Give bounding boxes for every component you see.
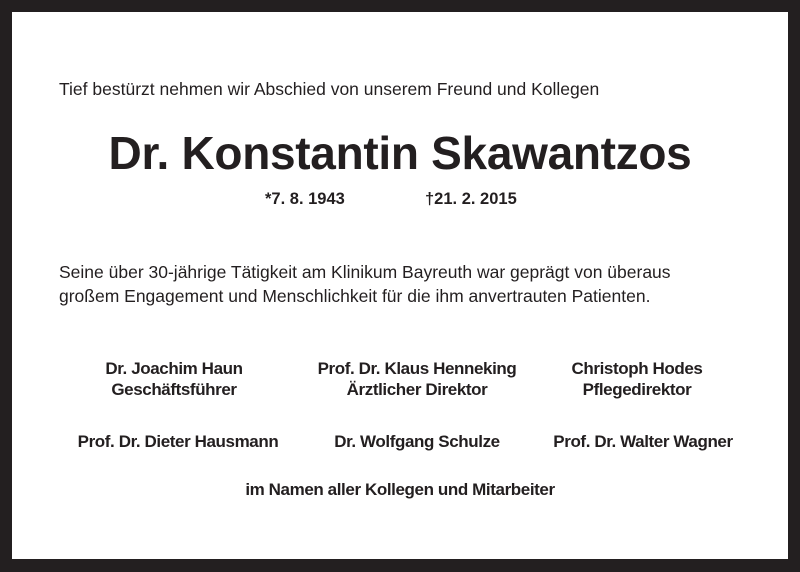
signatory-name: Christoph Hodes <box>571 359 703 378</box>
tribute-line: Seine über 30-jährige Tätigkeit am Klinikum Bayreuth war geprägt von überaus <box>59 262 671 282</box>
signatory-name: Prof. Dr. Dieter Hausmann <box>77 432 279 451</box>
tribute-line: großem Engagement und Menschlichkeit für die ihm anvertrauten Patienten. <box>59 286 651 306</box>
signatory-title: Ärztlicher Direktor <box>346 380 488 399</box>
signatory-name: Dr. Joachim Haun <box>105 359 243 378</box>
signatory-title: Geschäftsführer <box>111 380 237 399</box>
signatory <box>292 358 542 400</box>
intro-text: Tief bestürzt nehmen wir Abschied von unserem Freund und Kollegen <box>59 79 600 99</box>
deceased-name: Dr. Konstantin Skawantzos <box>108 127 692 179</box>
birth-date: *7. 8. 1943 <box>265 190 345 208</box>
signatory-name: Dr. Wolfgang Schulze <box>334 432 500 451</box>
signatory-name: Prof. Dr. Klaus Henneking <box>317 359 517 378</box>
tribute-paragraph <box>59 260 671 308</box>
signatory <box>542 358 732 400</box>
death-date: †21. 2. 2015 <box>425 190 517 208</box>
obituary-notice <box>12 12 788 559</box>
signatory-title: Pflegedirektor <box>582 380 692 399</box>
signatory-name: Prof. Dr. Walter Wagner <box>553 432 733 451</box>
closing-line: im Namen aller Kollegen und Mitarbeiter <box>245 480 555 499</box>
signatory <box>74 358 274 400</box>
